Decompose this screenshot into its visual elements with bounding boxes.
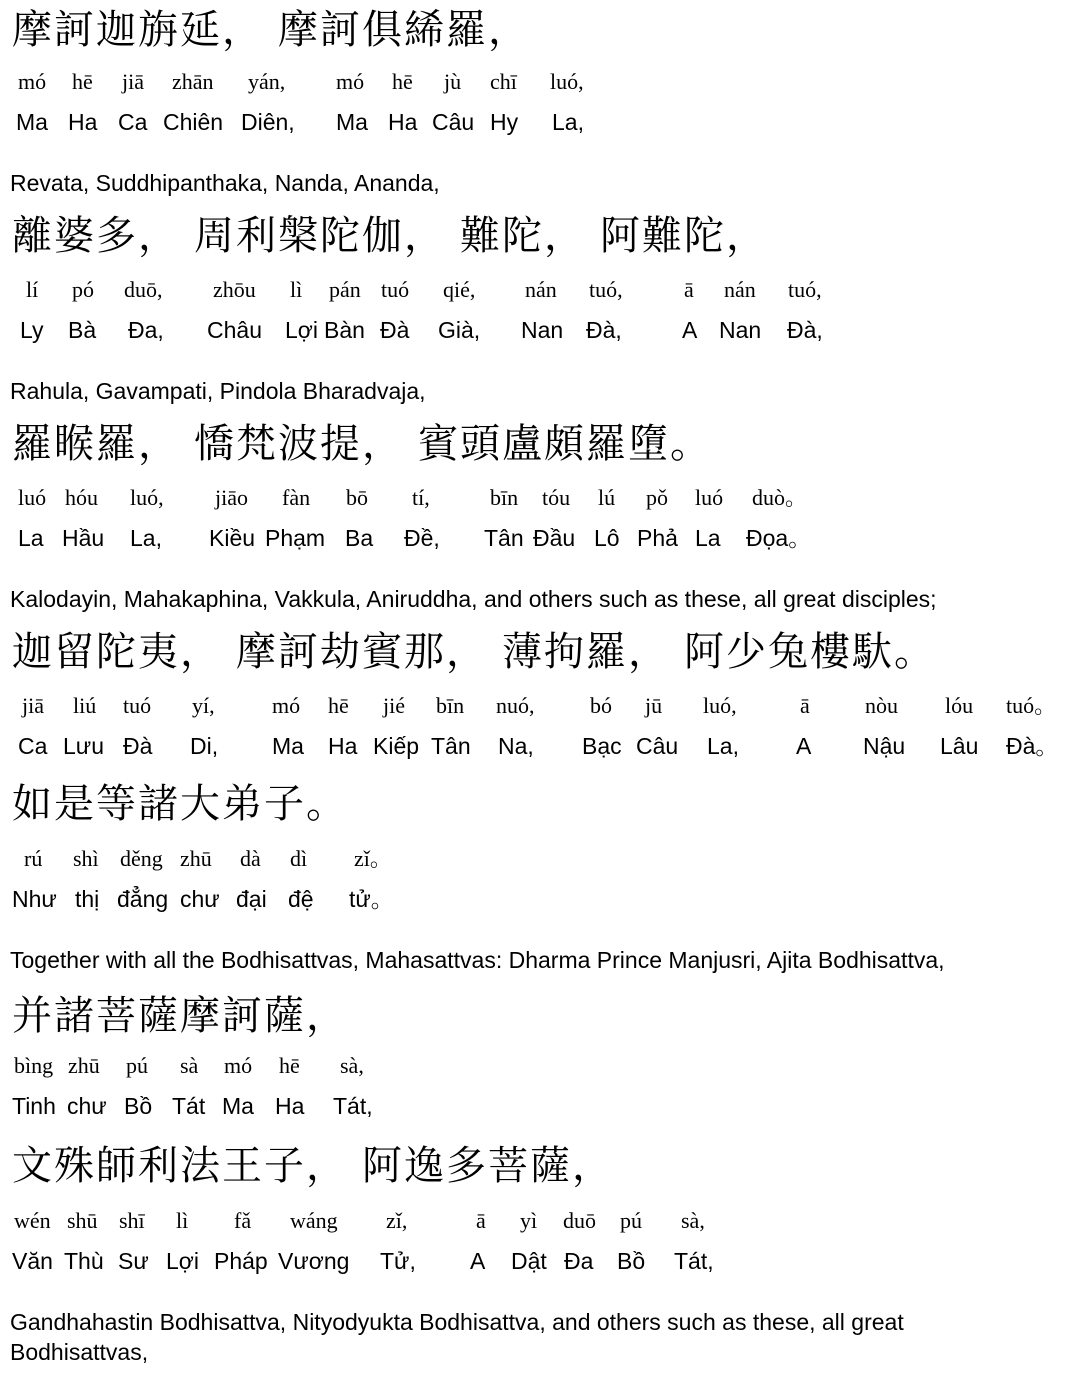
chinese-text-line xyxy=(0,212,768,260)
pinyin-syllable: tuó。 xyxy=(1006,693,1057,718)
pinyin-syllable: dà xyxy=(240,846,261,871)
pinyin-syllable: hē xyxy=(328,693,349,718)
vietnamese-word: Phả xyxy=(637,525,678,551)
vietnamese-word: Đà xyxy=(123,733,153,759)
pinyin-syllable: mó xyxy=(18,69,47,94)
pinyin-syllable: mó xyxy=(272,693,301,718)
vietnamese-word: Nan xyxy=(719,317,762,343)
pinyin-syllable: zhān xyxy=(172,69,214,94)
vietnamese-word: Tử, xyxy=(380,1248,416,1274)
pinyin-syllable: hē xyxy=(392,69,413,94)
vietnamese-word: Ca xyxy=(18,733,48,759)
vietnamese-word: Thù xyxy=(64,1248,104,1274)
pinyin-syllable: hē xyxy=(279,1053,300,1078)
vietnamese-word: A xyxy=(682,317,698,343)
pinyin-syllable: pó xyxy=(72,277,94,302)
pinyin-syllable: shū xyxy=(67,1208,98,1233)
chinese-text-line xyxy=(0,992,348,1040)
chinese-phrase: 并諸菩薩摩訶薩， xyxy=(12,993,348,1039)
vietnamese-word: Già, xyxy=(438,317,481,343)
vietnamese-word: Lợi xyxy=(285,317,318,343)
pinyin-syllable: zǐ, xyxy=(386,1208,408,1233)
vietnamese-word: Ha xyxy=(328,733,358,759)
vietnamese-word: Câu xyxy=(432,109,475,135)
pinyin-syllable: nán xyxy=(525,277,557,302)
chinese-text-line xyxy=(0,780,348,828)
vietnamese-word: Lâu xyxy=(940,733,979,759)
pinyin-syllable: tí, xyxy=(412,485,430,510)
vietnamese-word: đẳng xyxy=(117,886,169,912)
pinyin-syllable: luó, xyxy=(130,485,164,510)
vietnamese-word: Đa xyxy=(564,1248,594,1274)
pinyin-syllable: ā xyxy=(800,693,810,718)
vietnamese-word: Tinh xyxy=(12,1093,56,1119)
pinyin-syllable: sà, xyxy=(681,1208,705,1233)
pinyin-syllable: tuó xyxy=(123,693,152,718)
vietnamese-word: Ma xyxy=(336,109,368,135)
vietnamese-word: Văn xyxy=(12,1248,53,1274)
vietnamese-word: Châu xyxy=(207,317,262,343)
chinese-phrase: 文殊師利法王子， xyxy=(12,1143,348,1189)
pinyin-syllable: bīn xyxy=(490,485,519,510)
vietnamese-word: tử。 xyxy=(349,886,394,912)
pinyin-syllable: ā xyxy=(476,1208,486,1233)
vietnamese-word: Bàn xyxy=(324,317,365,343)
vietnamese-word: chư xyxy=(180,886,220,912)
pinyin-syllable: yán, xyxy=(248,69,286,94)
vietnamese-word: A xyxy=(470,1248,486,1274)
vietnamese-word: Như xyxy=(12,886,57,912)
pinyin-syllable: tuó xyxy=(381,277,410,302)
pinyin-syllable: fàn xyxy=(282,485,311,510)
vietnamese-word: La xyxy=(18,525,44,551)
vietnamese-word: Vương xyxy=(278,1248,350,1274)
pinyin-syllable: liú xyxy=(73,693,97,718)
vietnamese-word: Kiếp xyxy=(373,733,420,759)
pinyin-syllable: luó xyxy=(695,485,724,510)
english-translation-line: Kalodayin, Mahakaphina, Vakkula, Aniruddha, and others such as these, all great disciples; xyxy=(10,586,937,612)
vietnamese-word: Sư xyxy=(118,1248,149,1274)
chinese-phrase: 阿難陀， xyxy=(600,213,768,259)
pinyin-syllable: tuó, xyxy=(589,277,623,302)
pinyin-syllable: zhōu xyxy=(213,277,256,302)
pinyin-syllable: pán xyxy=(329,277,361,302)
chinese-phrase: 羅睺羅， xyxy=(12,421,180,467)
vietnamese-word: Đà, xyxy=(787,317,823,343)
pinyin-syllable: duō, xyxy=(124,277,163,302)
vietnamese-word: Câu xyxy=(636,733,679,759)
pinyin-syllable: luó xyxy=(18,485,47,510)
pinyin-syllable: shī xyxy=(119,1208,145,1233)
pinyin-syllable: bó xyxy=(590,693,612,718)
vietnamese-word: Di, xyxy=(190,733,219,759)
vietnamese-word: Đề, xyxy=(404,525,440,551)
pinyin-syllable: tuó, xyxy=(788,277,822,302)
chinese-phrase: 賓頭盧頗羅墮。 xyxy=(418,421,712,467)
pinyin-syllable: tóu xyxy=(542,485,571,510)
chinese-phrase: 憍梵波提， xyxy=(194,421,404,467)
pinyin-syllable: jié xyxy=(383,693,405,718)
pinyin-syllable: sà, xyxy=(340,1053,364,1078)
pinyin-syllable: lóu xyxy=(945,693,974,718)
pinyin-syllable: nán xyxy=(724,277,756,302)
pinyin-syllable: luó, xyxy=(703,693,737,718)
pinyin-syllable: dì xyxy=(290,846,308,871)
pinyin-syllable: jiā xyxy=(22,693,44,718)
pinyin-syllable: qié, xyxy=(443,277,476,302)
english-translation-line: Together with all the Bodhisattvas, Mahasattvas: Dharma Prince Manjusri, Ajita Bodhisattva, xyxy=(10,947,945,973)
vietnamese-word: Ca xyxy=(118,109,148,135)
vietnamese-word: Hy xyxy=(490,109,519,135)
pinyin-syllable: mó xyxy=(336,69,365,94)
vietnamese-word: Lô xyxy=(594,525,620,551)
vietnamese-word: Tân xyxy=(431,733,471,759)
vietnamese-word: Đọa。 xyxy=(746,525,812,551)
vietnamese-word: La, xyxy=(707,733,739,759)
vietnamese-word: A xyxy=(796,733,812,759)
vietnamese-word: Phạm xyxy=(265,525,326,551)
pinyin-syllable: rú xyxy=(24,846,43,871)
chinese-phrase: 摩訶俱絺羅， xyxy=(278,7,530,53)
english-translation-line: Revata, Suddhipanthaka, Nanda, Ananda, xyxy=(10,170,440,196)
chinese-phrase: 迦留陀夷， xyxy=(12,629,222,675)
chinese-phrase: 摩訶劫賓那， xyxy=(236,629,488,675)
vietnamese-word: Dật xyxy=(511,1248,547,1274)
pinyin-syllable: děng xyxy=(120,846,163,871)
chinese-phrase: 周利槃陀伽， xyxy=(194,213,446,259)
pinyin-syllable: luó, xyxy=(550,69,584,94)
chinese-text-line xyxy=(0,420,712,468)
vietnamese-word: Ba xyxy=(345,525,374,551)
vietnamese-word: chư xyxy=(67,1093,107,1119)
pinyin-syllable: zǐ。 xyxy=(354,846,392,871)
vietnamese-word: Ma xyxy=(272,733,304,759)
vietnamese-word: La, xyxy=(552,109,584,135)
english-translation-line: Gandhahastin Bodhisattva, Nityodyukta Bodhisattva, and others such as these, all great Bodhisattvas, xyxy=(10,1309,904,1365)
vietnamese-word: Tát, xyxy=(333,1093,373,1119)
pinyin-syllable: nòu xyxy=(865,693,898,718)
pinyin-syllable: bō xyxy=(346,485,368,510)
chinese-text-line xyxy=(0,628,936,676)
chinese-text-line xyxy=(0,1142,614,1190)
pinyin-syllable: lí xyxy=(26,277,39,302)
vietnamese-word: Đà, xyxy=(586,317,622,343)
chinese-phrase: 阿少兔樓馱。 xyxy=(684,629,936,675)
chinese-phrase: 薄拘羅， xyxy=(502,629,670,675)
pinyin-syllable: zhū xyxy=(180,846,212,871)
pinyin-syllable: yí, xyxy=(192,693,215,718)
vietnamese-word: Đầu xyxy=(533,525,576,551)
vietnamese-word: Hầu xyxy=(62,525,105,551)
vietnamese-word: Đà xyxy=(380,317,410,343)
pinyin-syllable: jū xyxy=(645,693,663,718)
vietnamese-word: Bồ xyxy=(124,1093,153,1119)
vietnamese-word: thị xyxy=(75,886,100,912)
pinyin-syllable: jù xyxy=(444,69,462,94)
vietnamese-word: La, xyxy=(130,525,162,551)
pinyin-syllable: nuó, xyxy=(496,693,535,718)
chinese-phrase: 難陀， xyxy=(460,213,586,259)
vietnamese-word: Nan xyxy=(521,317,564,343)
pinyin-syllable: jiāo xyxy=(215,485,248,510)
vietnamese-word: Đa, xyxy=(128,317,164,343)
vietnamese-word: Tát, xyxy=(674,1248,714,1274)
pinyin-syllable: jiā xyxy=(122,69,144,94)
vietnamese-word: Bạc xyxy=(582,733,622,759)
pinyin-syllable: yì xyxy=(520,1208,538,1233)
pinyin-syllable: lì xyxy=(176,1208,189,1233)
vietnamese-word: Ma xyxy=(16,109,48,135)
pinyin-syllable: fǎ xyxy=(234,1208,252,1233)
vietnamese-word: Tát xyxy=(172,1093,206,1119)
chinese-phrase: 離婆多， xyxy=(12,213,180,259)
pinyin-syllable: lú xyxy=(598,485,616,510)
pinyin-syllable: pú xyxy=(126,1053,148,1078)
vietnamese-word: Nậu xyxy=(863,733,906,759)
vietnamese-word: Pháp xyxy=(214,1248,268,1274)
vietnamese-word: Ha xyxy=(68,109,98,135)
pinyin-syllable: sà xyxy=(180,1053,199,1078)
vietnamese-word: Ha xyxy=(388,109,418,135)
vietnamese-word: Bà xyxy=(68,317,97,343)
vietnamese-word: Chiên xyxy=(163,109,224,135)
vietnamese-word: đại xyxy=(236,886,267,912)
vietnamese-word: Diên, xyxy=(241,109,295,135)
vietnamese-word: Lợi xyxy=(166,1248,199,1274)
pinyin-syllable: bìng xyxy=(14,1053,54,1078)
vietnamese-word: Bồ xyxy=(617,1248,646,1274)
chinese-phrase: 如是等諸大弟子。 xyxy=(12,781,348,827)
vietnamese-word: Ha xyxy=(275,1093,305,1119)
vietnamese-word: Lưu xyxy=(63,733,104,759)
pinyin-syllable: shì xyxy=(73,846,99,871)
pinyin-syllable: chī xyxy=(490,69,517,94)
vietnamese-word: Kiều xyxy=(209,525,256,551)
pinyin-syllable: wén xyxy=(14,1208,51,1233)
vietnamese-word: Tân xyxy=(484,525,524,551)
vietnamese-word: Na, xyxy=(498,733,534,759)
pinyin-syllable: duō xyxy=(563,1208,596,1233)
pinyin-syllable: zhū xyxy=(68,1053,100,1078)
chinese-text-line xyxy=(0,6,530,54)
english-translation-line: Rahula, Gavampati, Pindola Bharadvaja, xyxy=(10,378,426,404)
pinyin-syllable: wáng xyxy=(290,1208,338,1233)
vietnamese-word: Ma xyxy=(222,1093,254,1119)
pinyin-syllable: duò。 xyxy=(752,485,808,510)
chinese-phrase: 摩訶迦旃延， xyxy=(12,7,264,53)
pinyin-syllable: lì xyxy=(290,277,303,302)
pinyin-syllable: bīn xyxy=(436,693,465,718)
pinyin-syllable: ā xyxy=(684,277,694,302)
pinyin-syllable: hóu xyxy=(65,485,98,510)
pinyin-syllable: pú xyxy=(620,1208,642,1233)
vietnamese-word: Ly xyxy=(20,317,44,343)
vietnamese-word: La xyxy=(695,525,721,551)
pinyin-syllable: pǒ xyxy=(646,485,668,510)
chinese-phrase: 阿逸多菩薩， xyxy=(362,1143,614,1189)
vietnamese-word: Đà。 xyxy=(1006,733,1059,759)
vietnamese-word: đệ xyxy=(288,886,314,912)
pinyin-syllable: hē xyxy=(72,69,93,94)
pinyin-syllable: mó xyxy=(224,1053,253,1078)
